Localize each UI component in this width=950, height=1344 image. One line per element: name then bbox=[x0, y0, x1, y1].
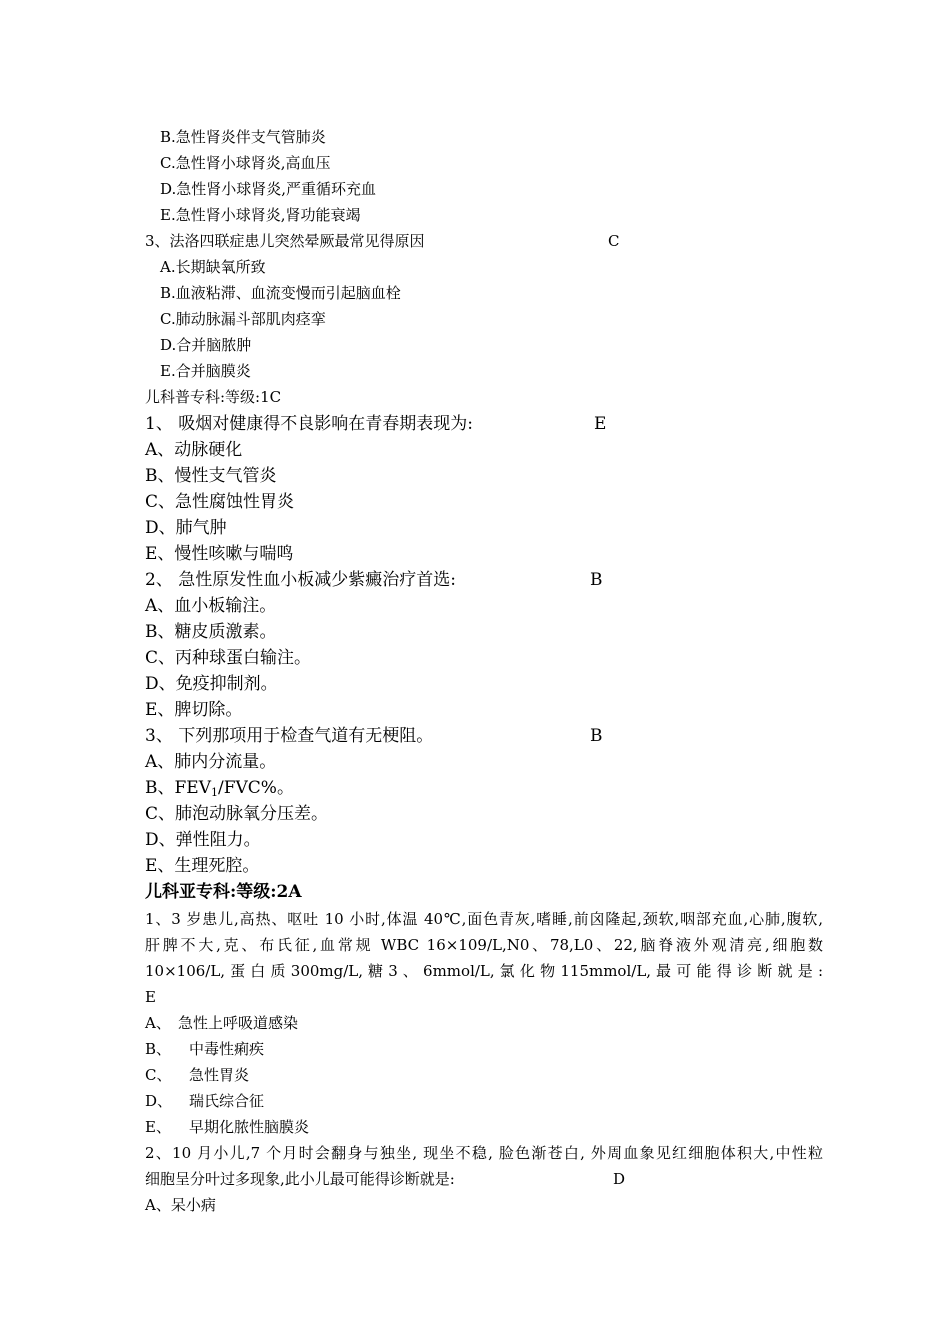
option-text: C、肺泡动脉氧分压差。 bbox=[145, 804, 329, 824]
option-text: E、慢性咳嗽与喘鸣 bbox=[145, 544, 294, 564]
option-text: C.急性肾小球肾炎,高血压 bbox=[160, 154, 331, 172]
option-text-part: B、FEV bbox=[145, 778, 211, 798]
option-text bbox=[145, 780, 294, 798]
answer-letter: E bbox=[594, 414, 607, 434]
option-text: 早期化脓性脑膜炎 bbox=[189, 1118, 310, 1136]
option-text: C.肺动脉漏斗部肌肉痉挛 bbox=[160, 310, 326, 328]
option-text: D.急性肾小球肾炎,严重循环充血 bbox=[160, 180, 377, 198]
option-text: C、丙种球蛋白输注。 bbox=[145, 648, 312, 668]
option-letter: D、 bbox=[145, 1092, 173, 1110]
question-text: 3、法洛四联症患儿突然晕厥最常见得原因 bbox=[145, 232, 425, 250]
question-text-line: 1、3 岁患儿,高热、呕吐 10 小时,体温 40℃,面色青灰,嗜睡,前囟隆起,颈软,咽部充血,心肺,腹软, bbox=[145, 910, 823, 928]
question-text: 1、 吸烟对健康得不良影响在青春期表现为: bbox=[145, 414, 473, 434]
option-text: A、肺内分流量。 bbox=[145, 752, 277, 772]
option-text: E、生理死腔。 bbox=[145, 856, 260, 876]
section-heading: 儿科亚专科:等级:2A bbox=[145, 882, 302, 902]
option-text: A、血小板输注。 bbox=[145, 596, 277, 616]
option-text: 瑞氏综合征 bbox=[189, 1092, 265, 1110]
option-text: D、弹性阻力。 bbox=[145, 830, 261, 850]
option-text: B.血液粘滞、血流变慢而引起脑血栓 bbox=[160, 284, 401, 302]
option-text: B、慢性支气管炎 bbox=[145, 466, 277, 486]
answer-letter: C bbox=[608, 232, 620, 250]
option-text: B、糖皮质激素。 bbox=[145, 622, 277, 642]
question-text-line: 细胞呈分叶过多现象,此小儿最可能得诊断就是: bbox=[145, 1170, 455, 1188]
option-text: B.急性肾炎伴支气管肺炎 bbox=[160, 128, 326, 146]
option-text: C、急性腐蚀性胃炎 bbox=[145, 492, 295, 512]
option-text: A、呆小病 bbox=[145, 1196, 216, 1214]
option-letter: E、 bbox=[145, 1118, 171, 1136]
option-text: E.急性肾小球肾炎,肾功能衰竭 bbox=[160, 206, 361, 224]
option-text: D、免疫抑制剂。 bbox=[145, 674, 278, 694]
option-letter: A、 bbox=[145, 1014, 171, 1032]
question-text-line: 10×106/L, 蛋 白 质 300mg/L, 糖 3 、 6mmol/L, 氯 化 物 115mmol/L, 最 可 能 得 诊 断 就 是 : bbox=[145, 962, 823, 980]
subscript: 1 bbox=[210, 786, 218, 799]
option-text: E.合并脑膜炎 bbox=[160, 362, 251, 380]
option-text: 急性上呼吸道感染 bbox=[178, 1014, 299, 1032]
section-heading: 儿科普专科:等级:1C bbox=[145, 388, 282, 406]
answer-letter: E bbox=[145, 988, 156, 1006]
question-text: 3、 下列那项用于检查气道有无梗阻。 bbox=[145, 726, 434, 746]
option-text: D.合并脑脓肿 bbox=[160, 336, 252, 354]
option-text: 中毒性痢疾 bbox=[189, 1040, 265, 1058]
option-text: A、动脉硬化 bbox=[145, 440, 243, 460]
answer-letter: D bbox=[613, 1170, 626, 1188]
option-text: D、肺气肿 bbox=[145, 518, 227, 538]
option-text: 急性胃炎 bbox=[189, 1066, 250, 1084]
answer-letter: B bbox=[590, 726, 603, 746]
option-text: E、脾切除。 bbox=[145, 700, 243, 720]
question-text: 2、 急性原发性血小板减少紫癜治疗首选: bbox=[145, 570, 456, 590]
option-letter: C、 bbox=[145, 1066, 172, 1084]
question-text-line: 肝脾不大,克、布氏征,血常规 WBC 16×109/L,N0、78,L0、22,脑脊液外观清亮,细胞数 bbox=[145, 936, 823, 954]
option-letter: B、 bbox=[145, 1040, 172, 1058]
answer-letter: B bbox=[590, 570, 603, 590]
question-text-line: 2、10 月小儿,7 个月时会翻身与独坐, 现坐不稳, 脸色渐苍白, 外周血象见红细胞体积大,中性粒 bbox=[145, 1144, 823, 1162]
option-text-part: /FVC%。 bbox=[217, 778, 294, 798]
option-text: A.长期缺氧所致 bbox=[160, 258, 266, 276]
